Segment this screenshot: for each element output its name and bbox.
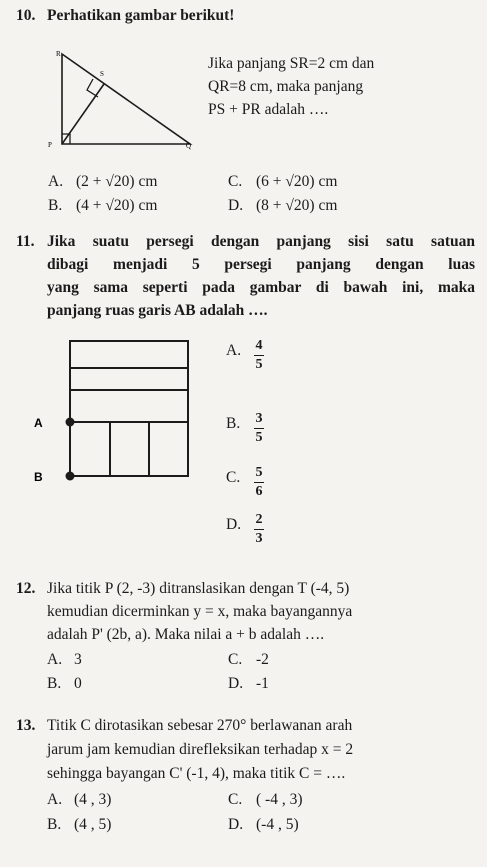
fraction-bar bbox=[254, 529, 264, 530]
question-number: 10. bbox=[16, 7, 36, 24]
option-b: (4 + √20) cm bbox=[76, 197, 158, 214]
option-d-key: D. bbox=[226, 516, 242, 533]
vertex-label-q: Q bbox=[186, 142, 192, 150]
question-text-line: sehingga bayangan C' (-1, 4), maka titik C = …. bbox=[47, 765, 346, 782]
numerator: 2 bbox=[255, 512, 263, 527]
unit-square bbox=[70, 341, 188, 476]
question-text-line: dibagi menjadi 5 persegi panjang dengan luas bbox=[47, 256, 475, 273]
option-d-key: D. bbox=[228, 197, 244, 214]
instruction: Perhatikan gambar berikut! bbox=[47, 7, 235, 24]
option-c: -2 bbox=[256, 651, 269, 668]
option-c: ( -4 , 3) bbox=[256, 791, 303, 808]
denominator: 5 bbox=[255, 430, 263, 445]
option-d-fraction bbox=[254, 513, 264, 546]
question-number: 12. bbox=[16, 580, 36, 597]
option-d: (8 + √20) cm bbox=[256, 197, 338, 214]
point-a-dot bbox=[66, 418, 75, 427]
question-text-line: QR=8 cm, maka panjang bbox=[208, 78, 364, 95]
option-a: (2 + √20) cm bbox=[76, 173, 158, 190]
option-a-key: A. bbox=[226, 342, 242, 359]
numerator: 3 bbox=[255, 411, 263, 426]
question-text-line: Jika panjang SR=2 cm dan bbox=[208, 55, 375, 72]
vertex-label-r: R bbox=[56, 50, 61, 58]
option-c: (6 + √20) cm bbox=[256, 173, 338, 190]
option-b: 0 bbox=[74, 675, 82, 692]
altitude-segment bbox=[62, 84, 104, 144]
question-number: 13. bbox=[16, 717, 36, 734]
triangle-pqr bbox=[62, 54, 190, 144]
option-b-key: B. bbox=[226, 415, 241, 432]
option-d: -1 bbox=[256, 675, 269, 692]
question-text-line: Jika suatu persegi dengan panjang sisi satu satuan bbox=[47, 233, 475, 250]
point-b-label: B bbox=[34, 470, 43, 484]
option-a-fraction bbox=[254, 339, 264, 372]
fraction-bar bbox=[254, 355, 264, 356]
question-text-line: jarum jam kemudian direfleksikan terhadap x = 2 bbox=[47, 741, 354, 758]
option-c-fraction bbox=[254, 466, 264, 499]
option-a-key: A. bbox=[47, 651, 63, 668]
option-a: (4 , 3) bbox=[74, 791, 112, 808]
option-d-key: D. bbox=[228, 675, 244, 692]
option-b-key: B. bbox=[47, 675, 62, 692]
option-a: 3 bbox=[74, 651, 82, 668]
question-text-line: PS + PR adalah …. bbox=[208, 101, 329, 118]
square-figure bbox=[30, 338, 200, 488]
question-text-line: kemudian dicerminkan y = x, maka bayangannya bbox=[47, 603, 353, 620]
option-b: (4 , 5) bbox=[74, 816, 112, 833]
point-b-dot bbox=[66, 472, 75, 481]
option-b-key: B. bbox=[48, 197, 63, 214]
fraction-bar bbox=[254, 428, 264, 429]
triangle-figure bbox=[40, 48, 200, 158]
point-a-label: A bbox=[34, 416, 43, 430]
question-text-line: Jika titik P (2, -3) ditranslasikan dengan T (-4, 5) bbox=[47, 580, 350, 597]
option-c-key: C. bbox=[228, 651, 243, 668]
vertex-label-p: P bbox=[48, 141, 52, 149]
denominator: 6 bbox=[255, 484, 263, 499]
numerator: 5 bbox=[255, 465, 263, 480]
question-number: 11. bbox=[16, 233, 35, 250]
option-a-key: A. bbox=[47, 791, 63, 808]
option-b-fraction bbox=[254, 412, 264, 445]
option-d-key: D. bbox=[228, 816, 244, 833]
option-c-key: C. bbox=[228, 791, 243, 808]
fraction-bar bbox=[254, 482, 264, 483]
option-b-key: B. bbox=[47, 816, 62, 833]
question-text-line: yang sama seperti pada gambar di bawah ini, maka bbox=[47, 279, 475, 296]
question-text-line: adalah P' (2b, a). Maka nilai a + b adalah …. bbox=[47, 626, 325, 643]
option-c-key: C. bbox=[228, 173, 243, 190]
denominator: 3 bbox=[255, 531, 263, 546]
question-text-line: Titik C dirotasikan sebesar 270° berlawanan arah bbox=[47, 717, 353, 734]
option-c-key: C. bbox=[226, 469, 241, 486]
vertex-label-s: S bbox=[100, 70, 104, 78]
denominator: 5 bbox=[255, 357, 263, 372]
option-d: (-4 , 5) bbox=[256, 816, 299, 833]
numerator: 4 bbox=[255, 338, 263, 353]
question-text-line: panjang ruas garis AB adalah …. bbox=[47, 302, 268, 319]
option-a-key: A. bbox=[48, 173, 64, 190]
